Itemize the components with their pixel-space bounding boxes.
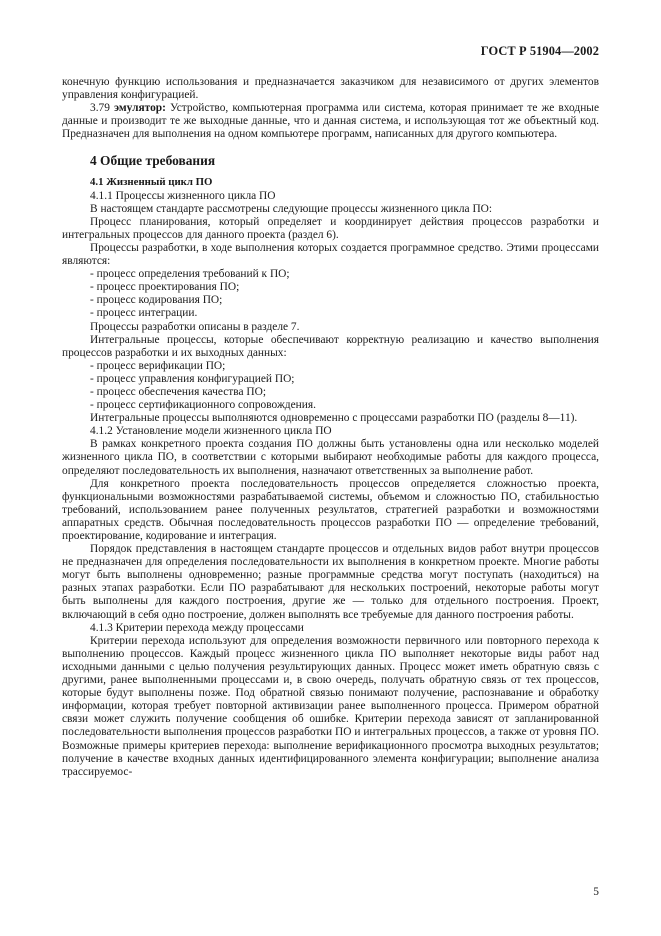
list-item: - процесс управления конфигурацией ПО; xyxy=(90,372,295,385)
definition-term: эмулятор: xyxy=(114,102,166,115)
paragraph: Для конкретного проекта последовательность процессов определяется сложностью проекта, функциональными возможностями разрабатываемой системы, объемом и сложностью ПО, стабильностью требований, использованием ранее полученных результатов, стратегией разработки и возможностями аппаратных средств. Обычная последовательность процессов разработки ПО — определение требований, проектирование, кодирование и интеграция. xyxy=(62,477,599,542)
paragraph: Интегральные процессы, которые обеспечивают корректную реализацию и качество выполнения процессов разработки и их выходных данных: xyxy=(62,333,599,359)
paragraph: В рамках конкретного проекта создания ПО должны быть установлены одна или несколько моделей жизненного цикла ПО, в соответствии с которыми выбирают необходимые работы для каждого процесса, определяют последовательность их выполнения, назначают ответственных за выполнение работ. xyxy=(62,438,599,477)
subsection-heading: 4.1 Жизненный цикл ПО xyxy=(90,176,213,189)
list-item: - процесс обеспечения качества ПО; xyxy=(90,385,266,398)
list-item: - процесс сертификационного сопровождения. xyxy=(90,399,316,412)
paragraph: Интегральные процессы выполняются одновременно с процессами разработки ПО (разделы 8—11). xyxy=(90,412,578,425)
section-heading: 4 Общие требования xyxy=(90,153,216,169)
paragraph: Критерии перехода используют для определения возможности первичного или повторного перехода к выполнению процессов. Каждый процесс жизненного цикла ПО выполняет некоторые виды работ над исходными данными с целью получения результирующих данных. Процесс может иметь обратную связь с другими, ранее выполненными процессами и, в свою очередь, получать обратную связь от тех процессов, которые будут выполнены позже. Под обратной связью понимают получение, распознавание и обработку информации, которая требует повторной активизации ранее выполненного процесса. Примером обратной связи может служить получение сообщения об ошибке. Критерии перехода зависят от запланированной последовательности выполнения процессов разработки ПО и интегральных процессов, а также от уровня ПО. Возможные примеры критериев перехода: выполнение верификационного просмотра выходных результатов; получение в качестве входных данных идентифицированного элемента конфигурации; выполнение анализа трассируемос- xyxy=(62,634,599,778)
list-item: - процесс кодирования ПО; xyxy=(90,294,223,307)
definition-number: 3.79 xyxy=(90,102,110,115)
paragraph: Процесс планирования, который определяет и координирует действия процессов разработки и интегральных процессов для данного проекта (раздел 6). xyxy=(62,215,599,241)
definition-text: Устройство, компьютерная программа или система, которая принимает те же входные данные и производит те же выходные данные, что и данная система, и использующая тот же объектный код. Предназначен для выполнения на одном компьютере программ, написанных для другого компьютера. xyxy=(62,102,600,141)
definition-emulator xyxy=(62,102,599,141)
list-item: - процесс определения требований к ПО; xyxy=(90,268,290,281)
page-number: 5 xyxy=(593,886,599,898)
list-item: - процесс интеграции. xyxy=(90,307,198,320)
list-item: - процесс проектирования ПО; xyxy=(90,281,240,294)
paragraph: Процессы разработки, в ходе выполнения которых создается программное средство. Этими процессами являются: xyxy=(62,241,599,268)
paragraph-continuation: конечную функцию использования и предназначается заказчиком для независимого от других элементов управления конфигурацией. xyxy=(62,76,599,102)
page-content xyxy=(62,76,599,779)
list-item: - процесс верификации ПО; xyxy=(90,359,226,372)
paragraph: Процессы разработки описаны в разделе 7. xyxy=(90,320,300,333)
clause-heading-4-1-2: 4.1.2 Установление модели жизненного цикла ПО xyxy=(90,425,332,438)
document-header: ГОСТ Р 51904—2002 xyxy=(480,44,599,58)
paragraph: В настоящем стандарте рассмотрены следующие процессы жизненного цикла ПО: xyxy=(90,202,493,215)
clause-heading-4-1-3: 4.1.3 Критерии перехода между процессами xyxy=(90,621,304,634)
paragraph: Порядок представления в настоящем стандарте процессов и отдельных видов работ внутри процессов не предназначен для определения последовательности их выполнения в конкретном проекте. Многие работы могут быть выполнены одновременно; разные программные средства могут поступать (находиться) на разных этапах разработки. Если ПО разрабатывают для нескольких построений, некоторые работы могут быть выполнены для каждого построения, другие же — только для отдельного построения. Проект, включающий в себя одно построение, должен выполнять все требуемые для данного построения работы. xyxy=(62,543,599,621)
clause-heading-4-1-1: 4.1.1 Процессы жизненного цикла ПО xyxy=(90,189,276,202)
